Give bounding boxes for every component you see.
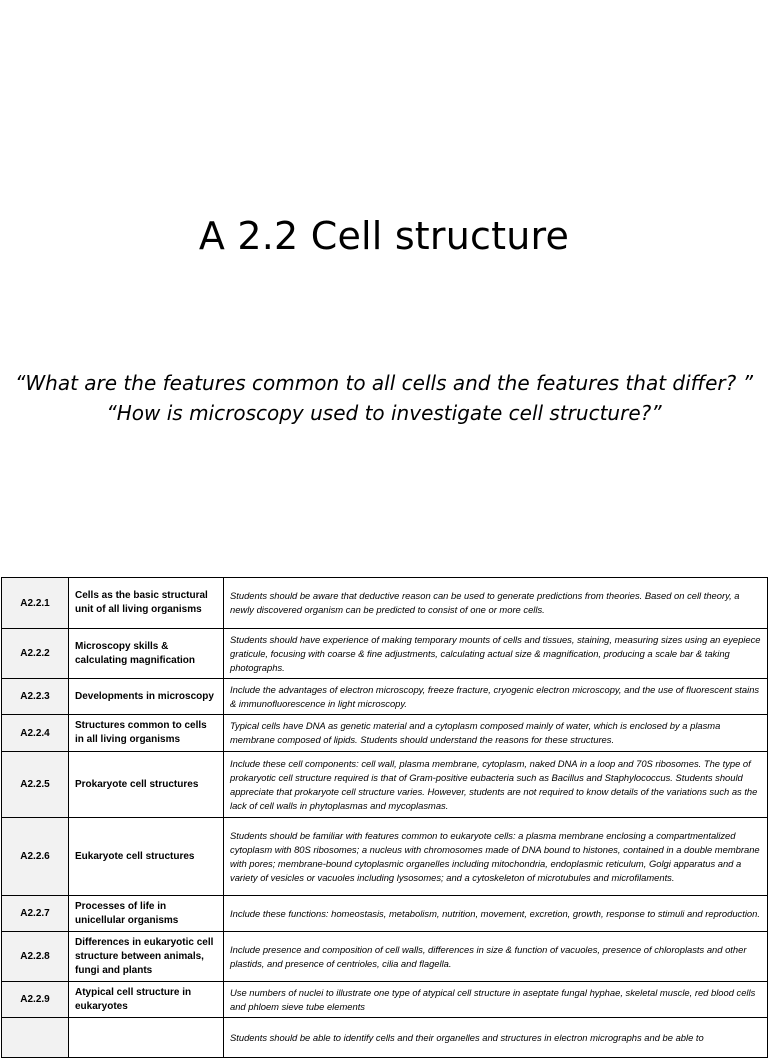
row-code: A2.2.1 [2, 578, 69, 629]
row-code: A2.2.4 [2, 715, 69, 752]
guiding-questions [0, 368, 768, 428]
page-title: A 2.2 Cell structure [198, 214, 570, 258]
row-code: A2.2.5 [2, 752, 69, 818]
row-guidance: Include these functions: homeostasis, metabolism, nutrition, movement, excretion, growth, response to stimuli and reproduction. [224, 896, 768, 932]
row-topic: Atypical cell structure in eukaryotes [69, 982, 224, 1018]
row-guidance: Include these cell components: cell wall, plasma membrane, cytoplasm, naked DNA in a loop and 70S ribosomes. The type of prokaryotic cell structure required is that of Gram-positive eubacteria such as Bacillus and Staphylococcus. Students should appreciate that prokaryote cell structure varies. However, students are not required to know details of the variations such as the lack of cell walls in phytoplasmas and mycoplasmas. [224, 752, 768, 818]
row-code: A2.2.7 [2, 896, 69, 932]
row-topic: Prokaryote cell structures [69, 752, 224, 818]
table-row [2, 896, 768, 932]
row-code: A2.2.6 [2, 818, 69, 896]
row-topic: Processes of life in unicellular organisms [69, 896, 224, 932]
row-guidance: Use numbers of nuclei to illustrate one type of atypical cell structure in aseptate fungal hyphae, skeletal muscle, red blood cells and phloem sieve tube elements [224, 982, 768, 1018]
row-guidance: Students should be aware that deductive reason can be used to generate predictions from theories. Based on cell theory, a newly discovered organism can be predicted to consist of one or more cells. [224, 578, 768, 629]
table-row [2, 679, 768, 715]
row-topic: Differences in eukaryotic cell structure between animals, fungi and plants [69, 932, 224, 982]
table-row [2, 715, 768, 752]
row-code: A2.2.8 [2, 932, 69, 982]
row-topic: Cells as the basic structural unit of all living organisms [69, 578, 224, 629]
table-row [2, 578, 768, 629]
row-guidance: Students should be able to identify cells and their organelles and structures in electron micrographs and be able to [224, 1018, 768, 1058]
table-row [2, 752, 768, 818]
guiding-question-2: “How is microscopy used to investigate cell structure?” [106, 401, 662, 425]
row-guidance: Students should have experience of making temporary mounts of cells and tissues, staining, measuring sizes using an eyepiece graticule, focusing with coarse & fine adjustments, calculating actual size & magnification, producing a scale bar & taking photographs. [224, 629, 768, 679]
table-row [2, 982, 768, 1018]
row-guidance: Include the advantages of electron microscopy, freeze fracture, cryogenic electron microscopy, and the use of fluorescent stains & immunofluorescence in light microscopy. [224, 679, 768, 715]
table-row [2, 932, 768, 982]
row-guidance: Typical cells have DNA as genetic material and a cytoplasm composed mainly of water, which is enclosed by a plasma membrane composed of lipids. Students should understand the reasons for these structures. [224, 715, 768, 752]
row-topic: Eukaryote cell structures [69, 818, 224, 896]
row-code: A2.2.3 [2, 679, 69, 715]
row-topic: Microscopy skills & calculating magnification [69, 629, 224, 679]
row-code: A2.2.2 [2, 629, 69, 679]
table-row [2, 629, 768, 679]
table-row [2, 818, 768, 896]
row-code: A2.2.9 [2, 982, 69, 1018]
row-topic: Structures common to cells in all living organisms [69, 715, 224, 752]
row-guidance: Include presence and composition of cell walls, differences in size & function of vacuoles, presence of chloroplasts and other plastids, and presence of centrioles, cilia and flagella. [224, 932, 768, 982]
syllabus-table [1, 577, 768, 1058]
row-topic: Developments in microscopy [69, 679, 224, 715]
row-guidance: Students should be familiar with features common to eukaryote cells: a plasma membrane enclosing a compartmentalized cytoplasm with 80S ribosomes; a nucleus with chromosomes made of DNA bound to histones, contained in a double membrane with pores; membrane-bound cytoplasmic organelles including mitochondria, endoplasmic reticulum, Golgi apparatus and a variety of vesicles or vacuoles including lysosomes; and a cytoskeleton of microtubules and microfilaments. [224, 818, 768, 896]
guiding-question-1: “What are the features common to all cells and the features that differ? ” [15, 371, 753, 395]
